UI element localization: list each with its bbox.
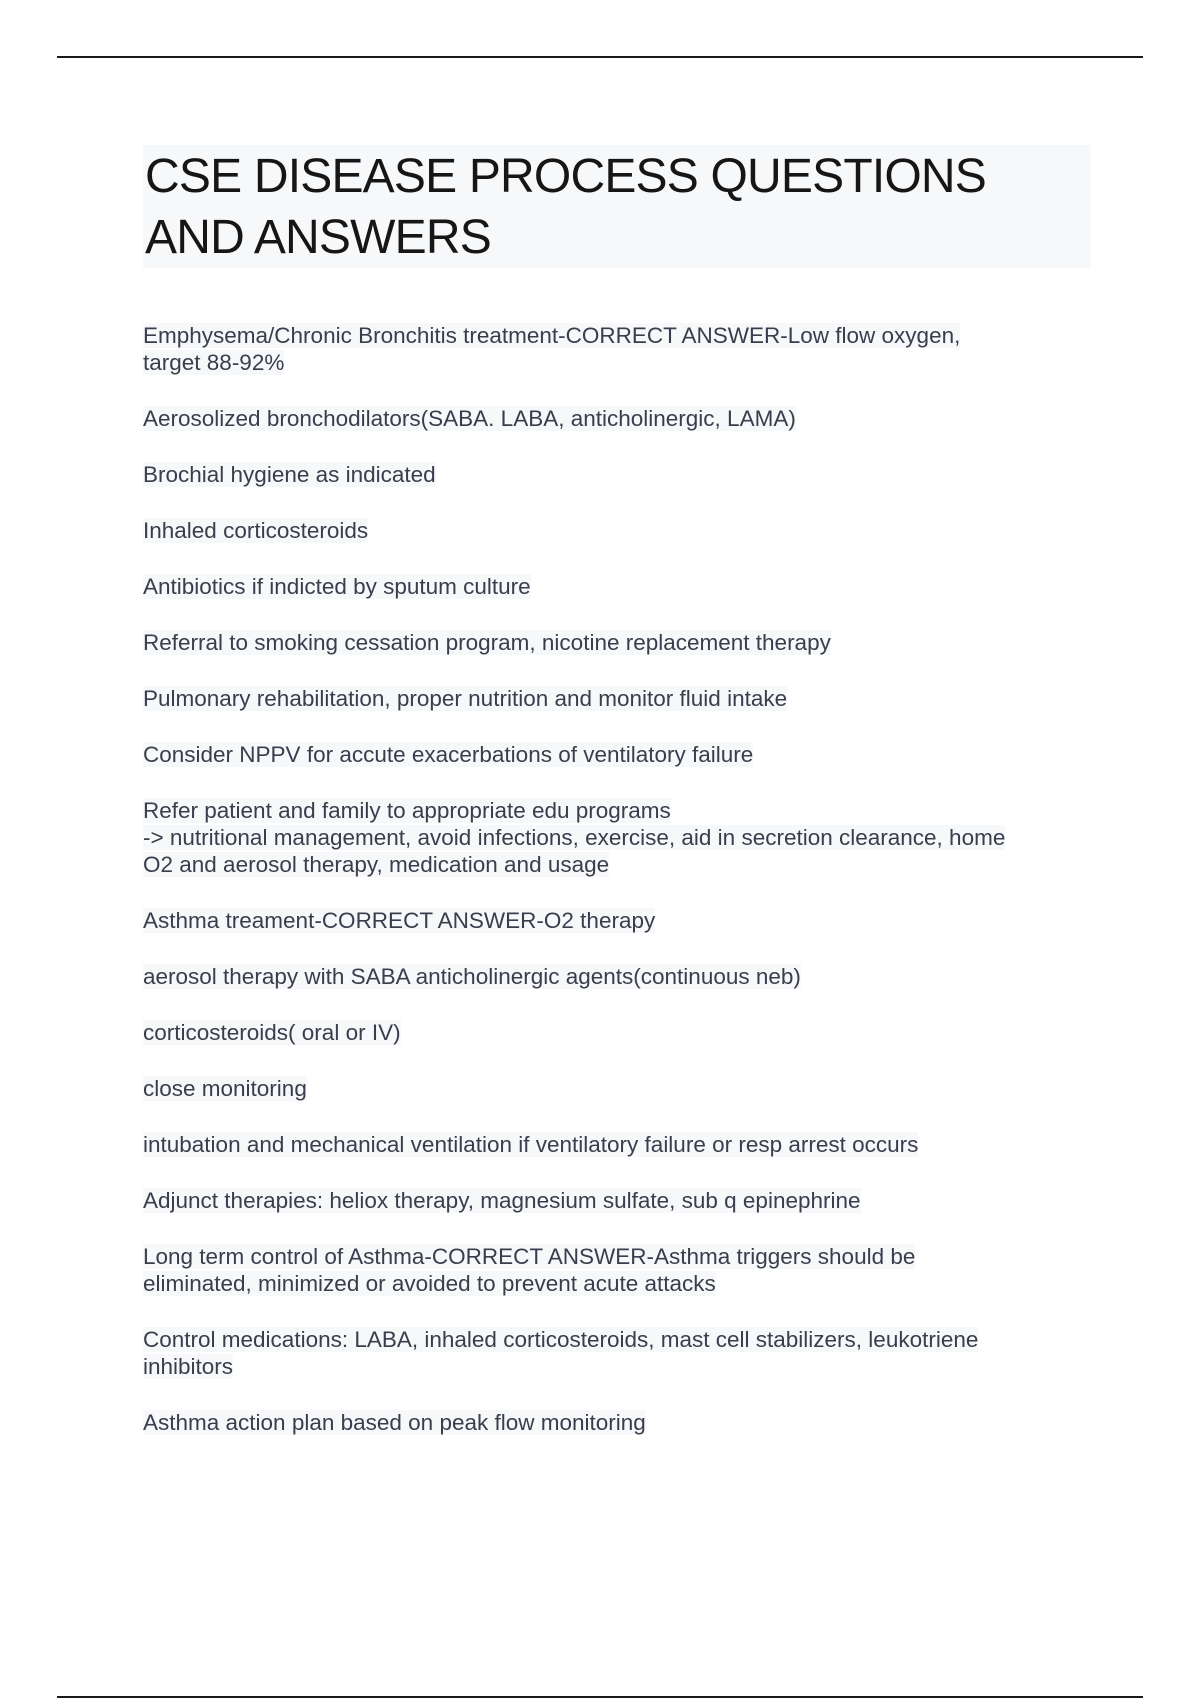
qa-paragraph [143,1187,1103,1214]
qa-paragraph [143,797,1103,878]
paragraph-line: Consider NPPV for accute exacerbations of ventilatory failure [143,742,754,767]
qa-paragraph [143,907,1103,934]
paragraph-line: intubation and mechanical ventilation if ventilatory failure or resp arrest occurs [143,1132,919,1157]
qa-paragraph [143,1409,1103,1436]
qa-paragraph [143,963,1103,990]
qa-paragraph [143,322,1103,376]
paragraph-line: Brochial hygiene as indicated [143,462,436,487]
paragraph-line: Inhaled corticosteroids [143,518,369,543]
paragraph-line: Aerosolized bronchodilators(SABA. LABA, anticholinergic, LAMA) [143,406,796,431]
paragraph-line: Asthma action plan based on peak flow monitoring [143,1410,646,1435]
qa-paragraph [143,1075,1103,1102]
qa-paragraph [143,1131,1103,1158]
qa-paragraph [143,461,1103,488]
qa-paragraph [143,573,1103,600]
paragraph-line: Adjunct therapies: heliox therapy, magnesium sulfate, sub q epinephrine [143,1188,861,1213]
qa-paragraph [143,629,1103,656]
header-rule [57,56,1143,58]
paragraph-line: Antibiotics if indicted by sputum culture [143,574,531,599]
paragraph-line: O2 and aerosol therapy, medication and usage [143,852,610,877]
title-block [143,145,1091,268]
qa-paragraph [143,1326,1103,1380]
paragraph-line: inhibitors [143,1354,234,1379]
paragraph-line: corticosteroids( oral or IV) [143,1020,401,1045]
page-title-line-1: CSE DISEASE PROCESS QUESTIONS [145,150,987,203]
paragraph-line: eliminated, minimized or avoided to prevent acute attacks [143,1271,716,1296]
qa-paragraph [143,517,1103,544]
paragraph-line: target 88-92% [143,350,285,375]
qa-paragraph [143,685,1103,712]
paragraph-line: Long term control of Asthma-CORRECT ANSWER-Asthma triggers should be [143,1244,916,1269]
qa-paragraph [143,741,1103,768]
paragraph-line: close monitoring [143,1076,307,1101]
page-title [143,145,1091,268]
footer-rule [57,1696,1143,1698]
paragraph-line: Emphysema/Chronic Bronchitis treatment-CORRECT ANSWER-Low flow oxygen, [143,323,961,348]
qa-paragraph [143,405,1103,432]
qa-paragraph [143,1243,1103,1297]
paragraph-line: Referral to smoking cessation program, nicotine replacement therapy [143,630,831,655]
paragraph-line: -> nutritional management, avoid infections, exercise, aid in secretion clearance, home [143,825,1006,850]
qa-paragraph [143,1019,1103,1046]
document-body [143,322,1103,1465]
paragraph-line: Pulmonary rehabilitation, proper nutrition and monitor fluid intake [143,686,788,711]
page-title-line-2: AND ANSWERS [145,211,491,264]
paragraph-line: aerosol therapy with SABA anticholinergic agents(continuous neb) [143,964,801,989]
paragraph-line: Control medications: LABA, inhaled corticosteroids, mast cell stabilizers, leukotriene [143,1327,979,1352]
paragraph-line: Asthma treament-CORRECT ANSWER-O2 therapy [143,908,656,933]
paragraph-line: Refer patient and family to appropriate edu programs [143,798,671,823]
